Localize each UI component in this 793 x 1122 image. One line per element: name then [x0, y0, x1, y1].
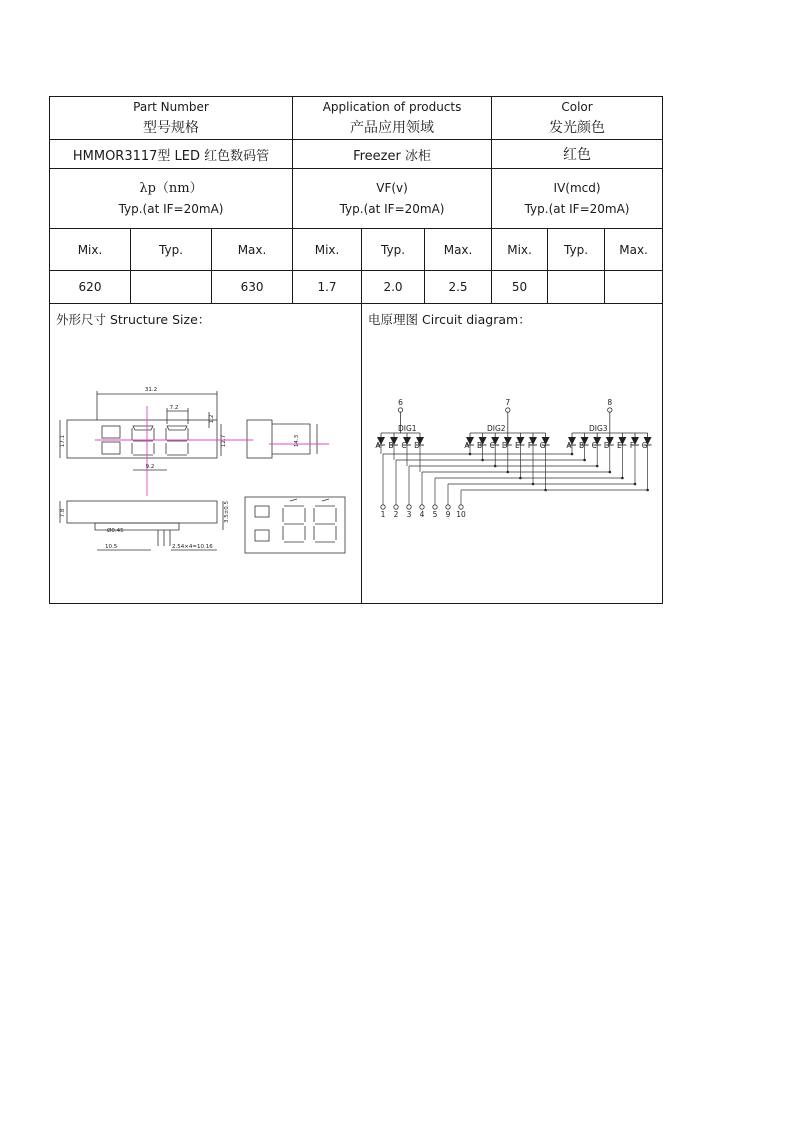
- wavelength-condition: Typ.(at IF=20mA): [118, 201, 224, 216]
- segment-label: G: [641, 441, 648, 450]
- circuit-cell: [362, 304, 663, 604]
- common-pin-label: 8: [607, 398, 613, 407]
- subheader-cell: Mix.: [492, 229, 548, 271]
- dim-12-7: 12.7: [221, 434, 227, 448]
- param-wavelength: [50, 169, 293, 229]
- bottom-pin-label: 1: [380, 510, 386, 519]
- pin-terminal: [407, 505, 411, 509]
- circuit-title: 电原理图 Circuit diagram：: [368, 312, 531, 327]
- value-cell: [548, 271, 605, 304]
- pin-terminal: [459, 505, 463, 509]
- iv-label: IV(mcd): [553, 180, 601, 195]
- common-pin-label: 7: [505, 398, 511, 407]
- header-color-zh: 发光颜色: [549, 120, 606, 136]
- product-part-number: HMMOR3117型 LED 红色数码管: [50, 140, 293, 169]
- structure-title: 外形尺寸 Structure Size：: [56, 312, 211, 327]
- segment-label: F: [527, 441, 533, 450]
- circuit-diagram: [368, 398, 658, 534]
- product-color: 红色: [492, 140, 663, 169]
- header-color: [492, 97, 663, 140]
- segment-label: C: [489, 441, 495, 450]
- subheader-cell: Typ.: [362, 229, 425, 271]
- dim-3-5: 3.5±0.5: [224, 500, 230, 524]
- bottom-pin-label: 9: [445, 510, 451, 519]
- header-part-number: [50, 97, 293, 140]
- subheader-cell: Max.: [425, 229, 492, 271]
- wavelength-label: λp（nm）: [139, 180, 203, 196]
- dim-10-5: 10.5: [105, 544, 118, 550]
- header-part-number-en: Part Number: [133, 100, 209, 114]
- iv-condition: Typ.(at IF=20mA): [524, 201, 630, 216]
- segment-label: A: [464, 441, 470, 450]
- value-cell: 2.0: [362, 271, 425, 304]
- dim-1-2: 1.2: [209, 414, 215, 424]
- header-application: [293, 97, 492, 140]
- segment-label: D: [603, 441, 610, 450]
- pin-terminal: [433, 505, 437, 509]
- segment-label: E: [617, 441, 622, 450]
- bottom-pin-label: 3: [406, 510, 412, 519]
- dim-31-2: 31.2: [144, 387, 158, 393]
- dim-14-3: 14.3: [294, 434, 300, 448]
- value-cell: 2.5: [425, 271, 492, 304]
- dim-pitch: 2.54×4=10.16: [172, 544, 213, 550]
- segment-label: A: [375, 441, 381, 450]
- segment-label: E: [515, 441, 520, 450]
- digit-label: DIG2: [487, 424, 506, 433]
- digit-label: DIG3: [589, 424, 608, 433]
- header-application-zh: 产品应用领域: [350, 120, 435, 136]
- common-pin-terminal: [506, 408, 510, 412]
- product-application: Freezer 冰柜: [293, 140, 492, 169]
- segment-label: F: [629, 441, 635, 450]
- bottom-pin-label: 10: [456, 510, 466, 519]
- digit-label: DIG1: [398, 424, 417, 433]
- dim-7-2: 7.2: [169, 405, 179, 411]
- header-part-number-zh: 型号规格: [143, 120, 200, 136]
- pin-terminal: [394, 505, 398, 509]
- bottom-pin-label: 5: [432, 510, 438, 519]
- subheader-cell: Typ.: [548, 229, 605, 271]
- dim-9-2: 9.2: [145, 464, 155, 470]
- segment-label: D: [501, 441, 508, 450]
- param-vf: [293, 169, 492, 229]
- subheader-cell: Typ.: [131, 229, 212, 271]
- common-pin-terminal: [608, 408, 612, 412]
- header-application-en: Application of products: [322, 100, 462, 114]
- pin-terminal: [446, 505, 450, 509]
- vf-condition: Typ.(at IF=20mA): [339, 201, 445, 216]
- value-cell: 50: [492, 271, 548, 304]
- value-cell: 620: [50, 271, 131, 304]
- subheader-cell: Max.: [605, 229, 663, 271]
- value-cell: [605, 271, 663, 304]
- bottom-pin-label: 2: [393, 510, 399, 519]
- segment-label: C: [401, 441, 407, 450]
- segment-label: B: [579, 441, 585, 450]
- structure-cell: [50, 304, 362, 604]
- segment-label: B: [388, 441, 394, 450]
- subheader-cell: Mix.: [50, 229, 131, 271]
- param-iv: [492, 169, 663, 229]
- segment-label: B: [477, 441, 483, 450]
- bottom-pin-label: 4: [419, 510, 425, 519]
- common-pin-label: 6: [398, 398, 403, 407]
- common-pin-terminal: [398, 408, 402, 412]
- subheader-cell: Max.: [212, 229, 293, 271]
- value-cell: 1.7: [293, 271, 362, 304]
- structure-drawing: [55, 384, 355, 574]
- header-color-en: Color: [561, 100, 593, 114]
- pin-terminal: [420, 505, 424, 509]
- dim-17-1: 17.1: [60, 434, 66, 448]
- dim-7-8: 7.8: [60, 508, 66, 518]
- subheader-cell: Mix.: [293, 229, 362, 271]
- vf-label: VF(v): [376, 180, 408, 195]
- segment-label: D: [414, 441, 420, 450]
- segment-label: A: [566, 441, 572, 450]
- value-cell: [131, 271, 212, 304]
- segment-label: C: [591, 441, 597, 450]
- value-cell: 630: [212, 271, 293, 304]
- spec-table: [49, 96, 663, 604]
- dim-0-45: Ø0.45: [107, 528, 124, 534]
- segment-label: G: [539, 441, 546, 450]
- pin-terminal: [381, 505, 385, 509]
